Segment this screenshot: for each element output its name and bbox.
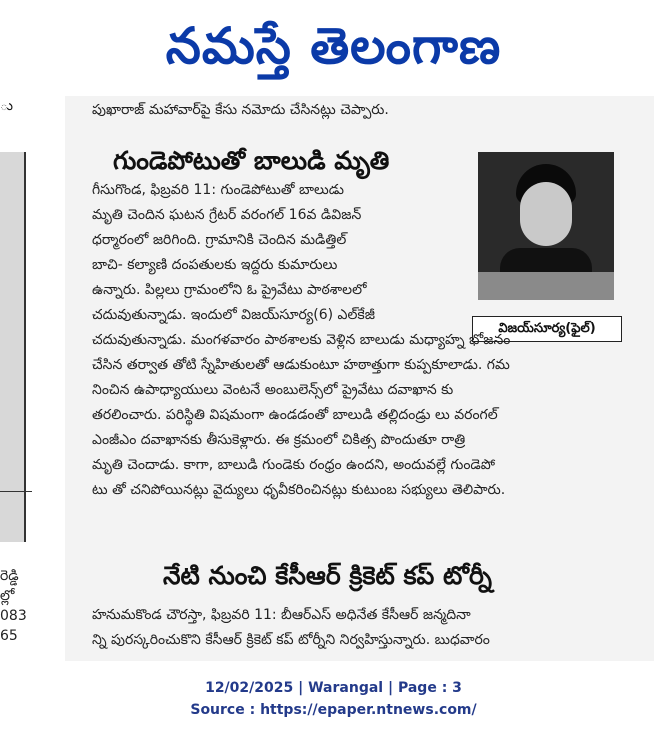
photo-caption: విజయ్‌సూర్య(ఫైల్) — [472, 316, 622, 342]
article-body — [92, 603, 642, 653]
text-line: తరలించారు. పరిస్థితి విషమంగా ఉండడంతో బాలుడి తల్లిదండ్రు లు వరంగల్ — [92, 407, 498, 423]
separator: | — [298, 680, 304, 696]
adjacent-text — [0, 566, 27, 646]
text-line: చదువుతున్నాడు. మంగళవారం పాఠశాలకు వెళ్లిన బాలుడు మధ్యాహ్న భోజనం — [92, 332, 511, 348]
adjacent-column — [0, 96, 64, 661]
article-headline: గుండెపోటుతో బాలుడి మృతి — [113, 146, 390, 175]
text-line: బాచి- కల్యాణి దంపతులకు ఇద్దరు కుమారులు — [92, 257, 338, 273]
separator: | — [387, 680, 394, 696]
text-line: ఉన్నారు. పిల్లలు గ్రామంలోని ఓ ప్రైవేటు పాఠశాలలో — [92, 282, 367, 298]
article-headline: నేటి నుంచి కేసీఆర్ క్రికెట్ కప్ టోర్నీ — [163, 561, 492, 590]
text-line: చేసిన తర్వాత తోటి స్నేహితులతో ఆడుకుంటూ హఠాత్తుగా కుప్పకూలాడు. గమ — [92, 357, 510, 373]
text-line: 65 — [0, 628, 18, 644]
edition-date: 12/02/2025 — [205, 680, 294, 696]
masthead — [0, 0, 667, 96]
edition-name: Warangal — [308, 680, 384, 696]
article-body — [92, 178, 642, 503]
text-line: గీసుగొండ, ఫిబ్రవరి 11: గుండెపోటుతో బాలుడు — [92, 182, 344, 198]
previous-article-tail: పుఖారాజ్ మహావార్‌పై కేసు నమోదు చేసినట్లు చెప్పారు. — [92, 102, 389, 118]
text-line: హనుమకొండ చౌరస్తా, ఫిబ్రవరి 11: బీఆర్‌ఎస్ అధినేత కేసీఆర్ జన్మదినా — [92, 607, 471, 623]
text-line: 083 — [0, 608, 27, 624]
edition-info — [0, 677, 667, 699]
text-line: చదువుతున్నాడు. ఇందులో విజయ్‌సూర్య(6) ఎల్‌కేజీ — [92, 307, 375, 323]
divider — [0, 491, 32, 492]
newspaper-logo: నమస్తే తెలంగాణ — [165, 17, 502, 75]
text-line: రెడ్డి — [0, 568, 19, 584]
text-line: మృతి చెందాడు. కాగా, బాలుడి గుండెకు రంధ్రం ఉందని, అందువల్లే గుండెపో — [92, 457, 496, 473]
left-fragment: ు — [0, 98, 13, 114]
epaper-footer — [0, 677, 667, 721]
text-line: నించిన ఉపాధ్యాయులు వెంటనే అంబులెన్స్‌లో ప్రైవేటు దవాఖాన కు — [92, 382, 454, 398]
text-line: ల్లో — [0, 588, 15, 604]
text-line: న్ని పురస్కరించుకొని కేసీఆర్ క్రికెట్ కప్ టోర్నీని నిర్వహిస్తున్నారు. బుధవారం — [92, 632, 490, 648]
text-line: ధర్మారంలో జరిగింది. గ్రామానికి చెందిన మడిత్తిల్ — [92, 232, 347, 248]
text-line: మృతి చెందిన ఘటన గ్రేటర్ వరంగల్ 16వ డివిజన్ — [92, 207, 362, 223]
text-line: ఎంజీఎం దవాఖానకు తీసుకెళ్లారు. ఈ క్రమంలో చికిత్స పొందుతూ రాత్రి — [92, 432, 466, 448]
page-number: Page : 3 — [397, 680, 462, 696]
text-line: టు తో చనిపోయినట్లు వైద్యులు ధృవీకరించినట్లు కుటుంబ సభ్యులు తెలిపారు. — [92, 482, 506, 498]
adjacent-photo — [0, 152, 26, 542]
news-clipping — [65, 96, 654, 661]
source-link[interactable]: Source : https://epaper.ntnews.com/ — [190, 702, 477, 718]
